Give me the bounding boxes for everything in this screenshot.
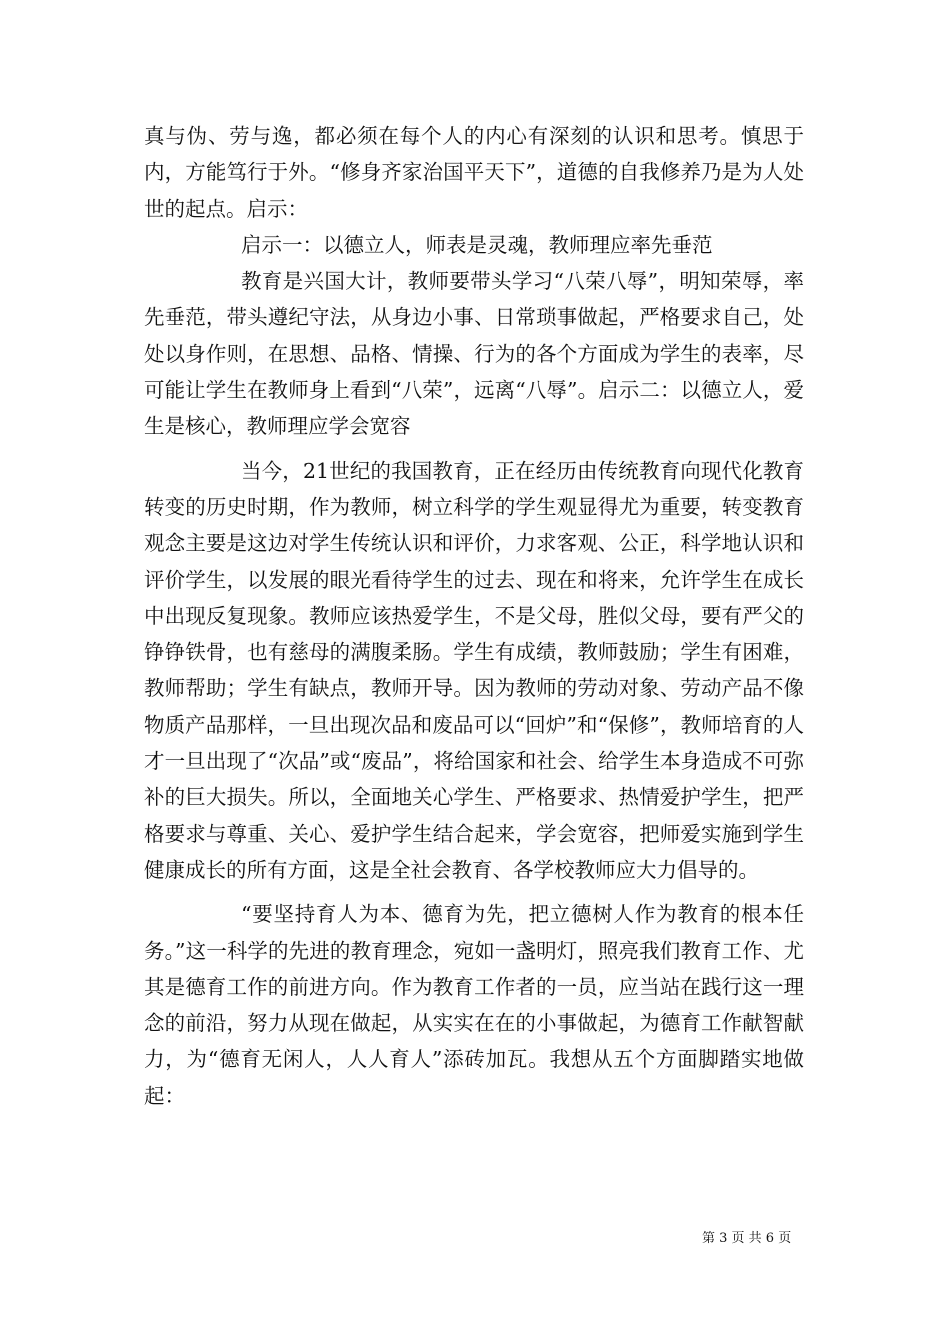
paragraph-moral-education: “要坚持育人为本、德育为先，把立德树人作为教育的根本任务。”这一科学的先进的教育理念，宛如一盏明灯，照亮我们教育工作、尤其是德育工作的前进方向。作为教育工作者的一员，应当站在践行这一理念的前沿，努力从现在做起，从实实在在的小事做起，为德育工作献智献力，为“德育无闲人，人人育人”添砖加瓦。我想从五个方面脚踏实地做起：	[144, 902, 804, 1108]
paragraph-heading-one: 启示一：以德立人，师表是灵魂，教师理应率先垂范	[241, 232, 713, 257]
document-body	[144, 118, 804, 1114]
page-number-footer: 第 3 页 共 6 页	[702, 1231, 792, 1246]
paragraph-student-view: 当今，21世纪的我国教育，正在经历由传统教育向现代化教育转变的历史时期，作为教师，树立科学的学生观显得尤为重要，转变教育观念主要是这边对学生传统认识和评价，力求客观、公正，科学地认识和评价学生，以发展的眼光看待学生的过去、现在和将来，允许学生在成长中出现反复现象。教师应该热爱学生，不是父母，胜似父母，要有严父的铮铮铁骨，也有慈母的满腹柔肠。学生有成绩，教师鼓励；学生有困难，教师帮助；学生有缺点，教师开导。因为教师的劳动对象、劳动产品不像物质产品那样，一旦出现次品和废品可以“回炉”和“保修”，教师培育的人才一旦出现了“次品”或“废品”，将给国家和社会、给学生本身造成不可弥补的巨大损失。所以，全面地关心学生、严格要求、热情爱护学生，把严格要求与尊重、关心、爱护学生结合起来，学会宽容，把师爱实施到学生健康成长的所有方面，这是全社会教育、各学校教师应大力倡导的。	[144, 458, 804, 882]
paragraph-role-model: 教育是兴国大计，教师要带头学习“八荣八辱”，明知荣辱，率先垂范，带头遵纪守法，从身边小事、日常琐事做起，严格要求自己，处处以身作则，在思想、品格、情操、行为的各个方面成为学生的表率，尽可能让学生在教师身上看到“八荣”，远离“八辱”。启示二：以德立人，爱生是核心，教师理应学会宽容	[144, 269, 804, 439]
paragraph-intro: 真与伪、劳与逸，都必须在每个人的内心有深刻的认识和思考。慎思于内，方能笃行于外。“修身齐家治国平天下”，道德的自我修养乃是为人处世的起点。启示：	[144, 124, 804, 221]
